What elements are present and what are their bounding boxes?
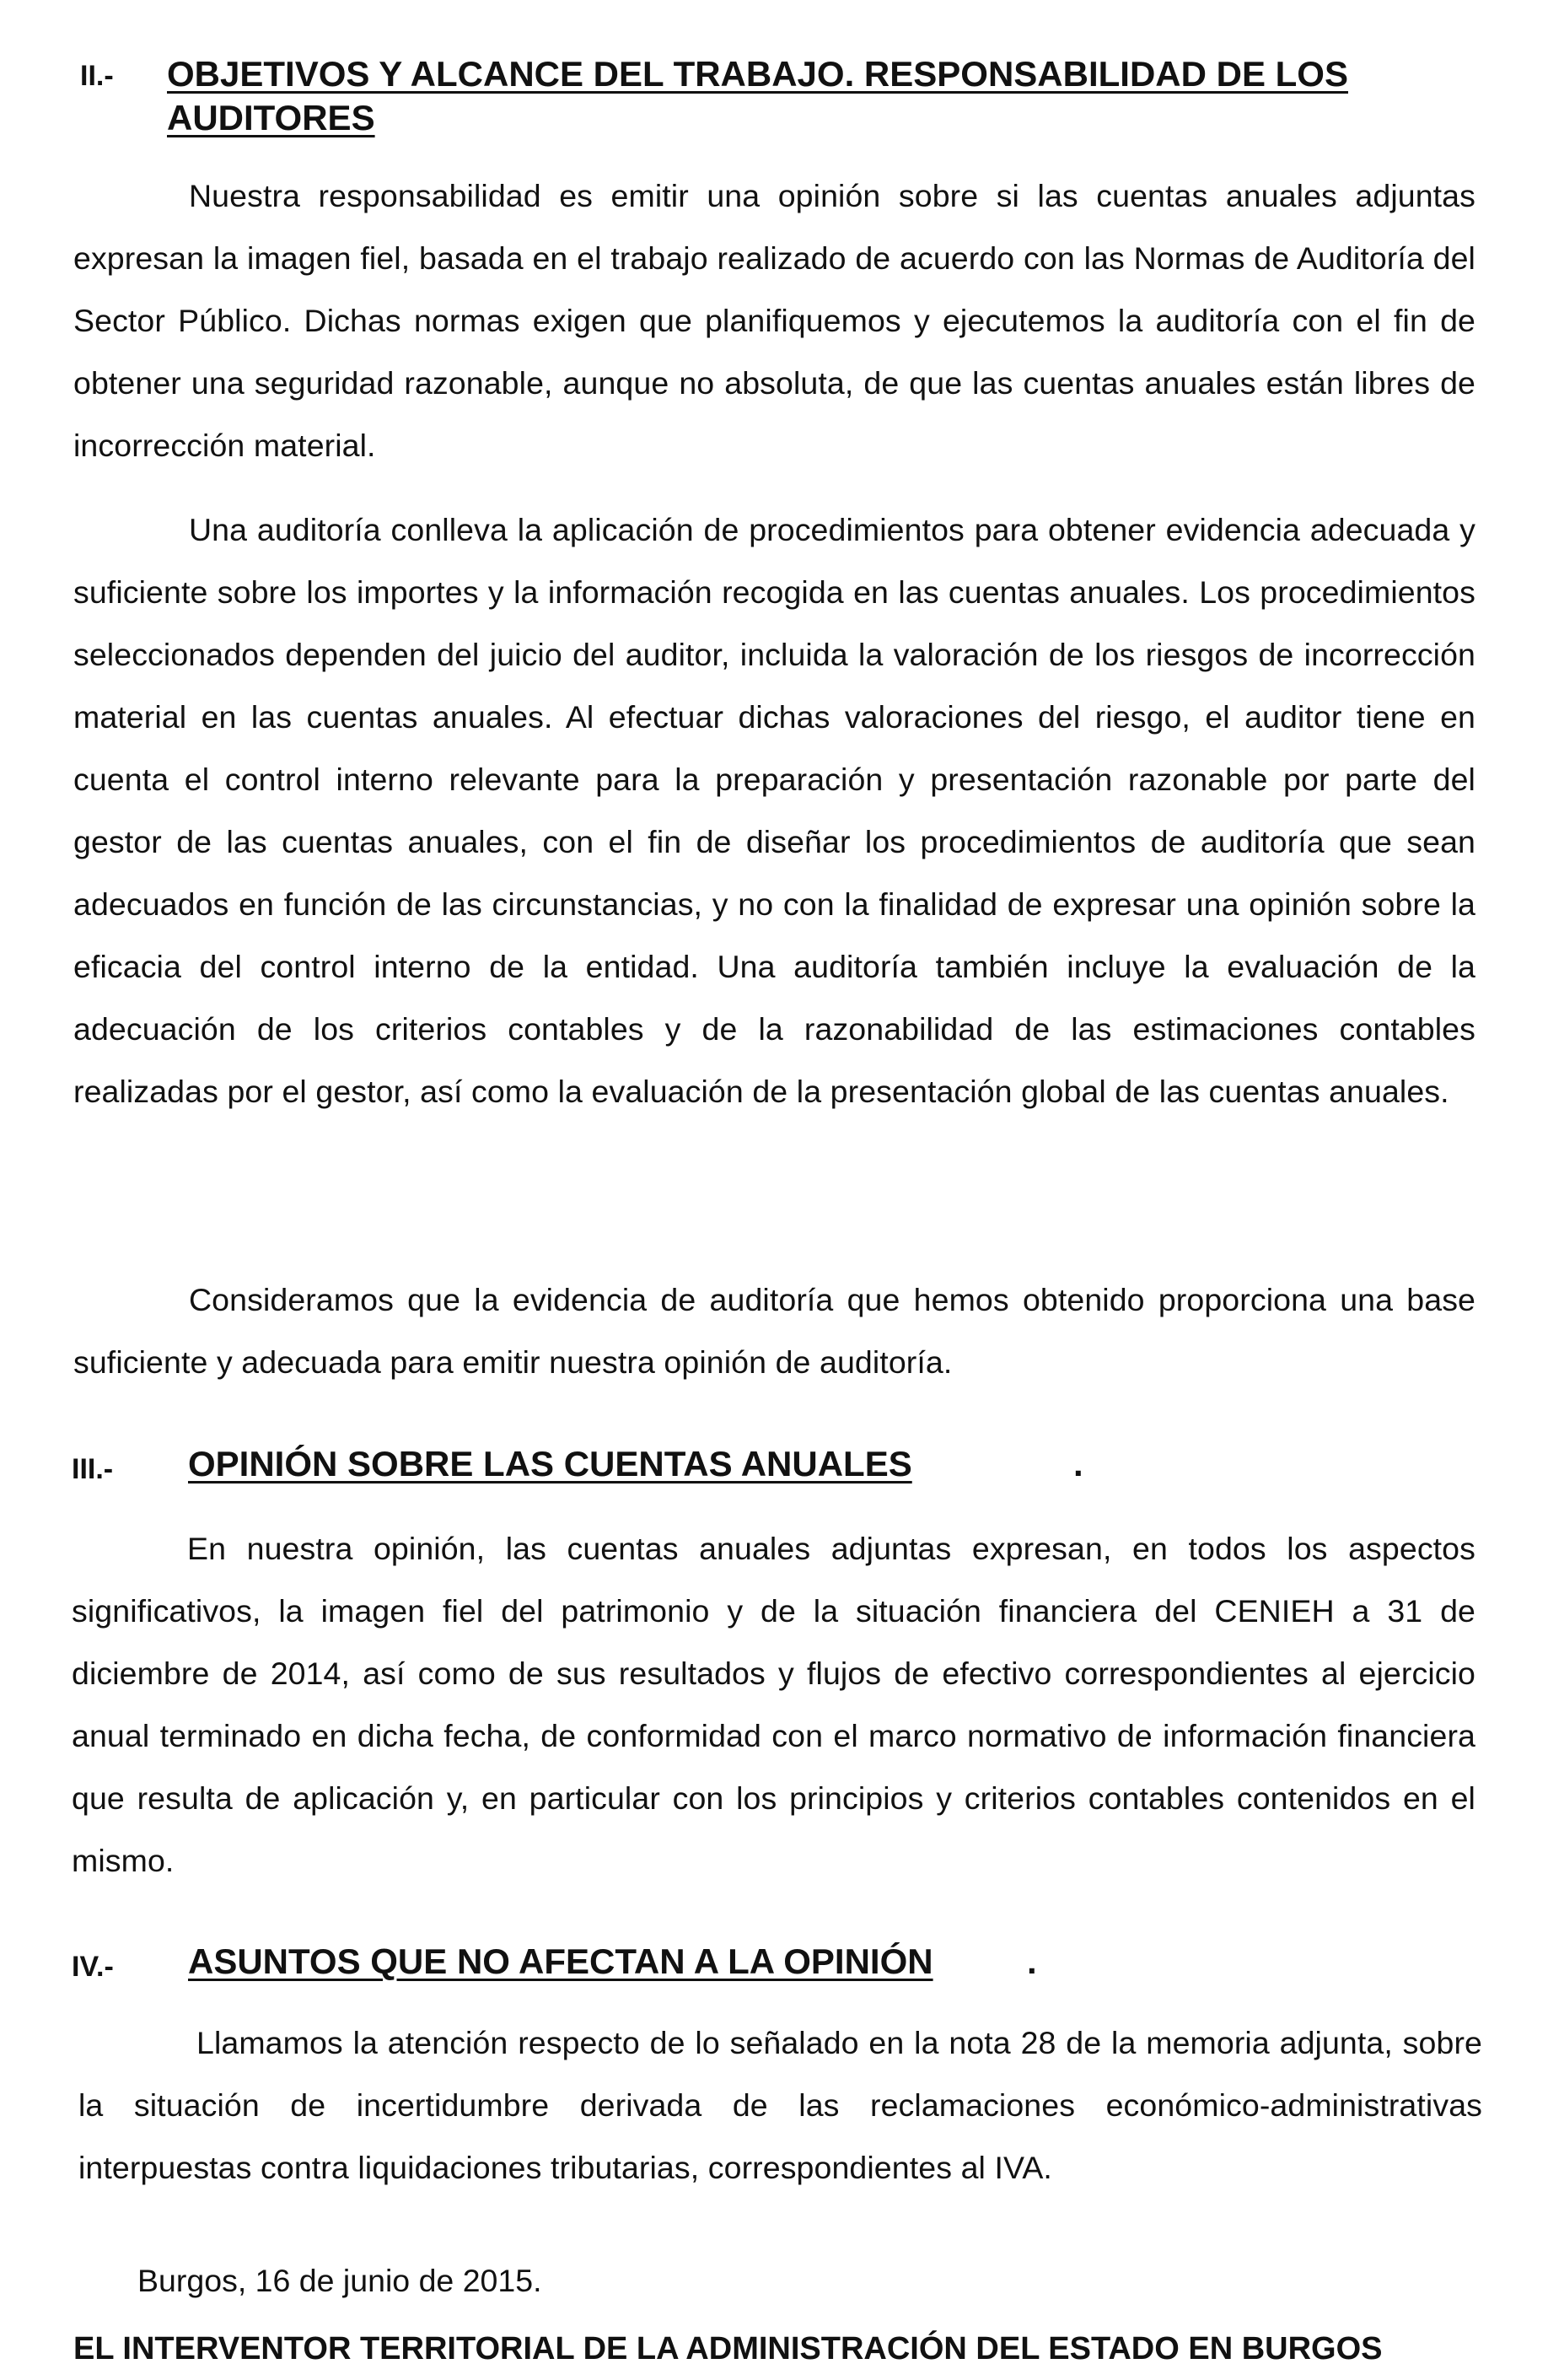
section-iv-heading (72, 1940, 1505, 1987)
section-ii-heading (80, 52, 1513, 145)
section-title: OBJETIVOS Y ALCANCE DEL TRABAJO. RESPONSABILIDAD DE LOS AUDITORES (167, 54, 1348, 137)
section-number: III.- (72, 1453, 114, 1485)
place-date: Burgos, 16 de junio de 2015. (137, 2263, 542, 2298)
section-number: IV.- (72, 1951, 114, 1983)
section-title-suffix: . (1027, 1941, 1037, 1981)
section-title: OPINIÓN SOBRE LAS CUENTAS ANUALES (188, 1444, 912, 1483)
paragraph: Consideramos que la evidencia de auditoría que hemos obtenido proporciona una base suficiente y adecuada para emitir nuestra opinión de auditoría. (73, 1282, 1475, 1380)
section-iii-heading (72, 1442, 1505, 1489)
paragraph: Llamamos la atención respecto de lo señalado en la nota 28 de la memoria adjunta, sobre la situación de incertidumbre derivada de las reclamaciones económico-administrativas interpuestas contra liquidaciones tributarias, correspondientes al IVA. (78, 2025, 1482, 2185)
paragraph: Una auditoría conlleva la aplicación de procedimientos para obtener evidencia adecuada y suficiente sobre los importes y la información recogida en las cuentas anuales. Los procedimientos seleccionados dependen del juicio del auditor, incluida la valoración de los riesgos de incorrección material en las cuentas anuales. Al efectuar dichas valoraciones del riesgo, el auditor tiene en cuenta el control interno relevante para la preparación y presentación razonable por parte del gestor de las cuentas anuales, con el fin de diseñar los procedimientos de auditoría que sean adecuados en función de las circunstancias, y no con la finalidad de expresar una opinión sobre la eficacia del control interno de la entidad. Una auditoría también incluye la evaluación de la adecuación de los criterios contables y de la razonabilidad de las estimaciones contables realizadas por el gestor, así como la evaluación de la presentación global de las cuentas anuales. (73, 512, 1475, 1109)
section-title-suffix: . (1073, 1444, 1083, 1483)
section-number: II.- (80, 60, 114, 92)
signatory-title: EL INTERVENTOR TERRITORIAL DE LA ADMINISTRACIÓN DEL ESTADO EN BURGOS (73, 2331, 1383, 2367)
paragraph: Nuestra responsabilidad es emitir una opinión sobre si las cuentas anuales adjuntas expresan la imagen fiel, basada en el trabajo realizado de acuerdo con las Normas de Auditoría del Sector Público. Dichas normas exigen que planifiquemos y ejecutemos la auditoría con el fin de obtener una seguridad razonable, aunque no absoluta, de que las cuentas anuales están libres de incorrección material. (73, 178, 1475, 463)
paragraph: En nuestra opinión, las cuentas anuales adjuntas expresan, en todos los aspectos significativos, la imagen fiel del patrimonio y de la situación financiera del CENIEH a 31 de diciembre de 2014, así como de sus resultados y flujos de efectivo correspondientes al ejercicio anual terminado en dicha fecha, de conformidad con el marco normativo de información financiera que resulta de aplicación y, en particular con los principios y criterios contables contenidos en el mismo. (72, 1531, 1475, 1878)
section-title: ASUNTOS QUE NO AFECTAN A LA OPINIÓN (188, 1941, 933, 1981)
